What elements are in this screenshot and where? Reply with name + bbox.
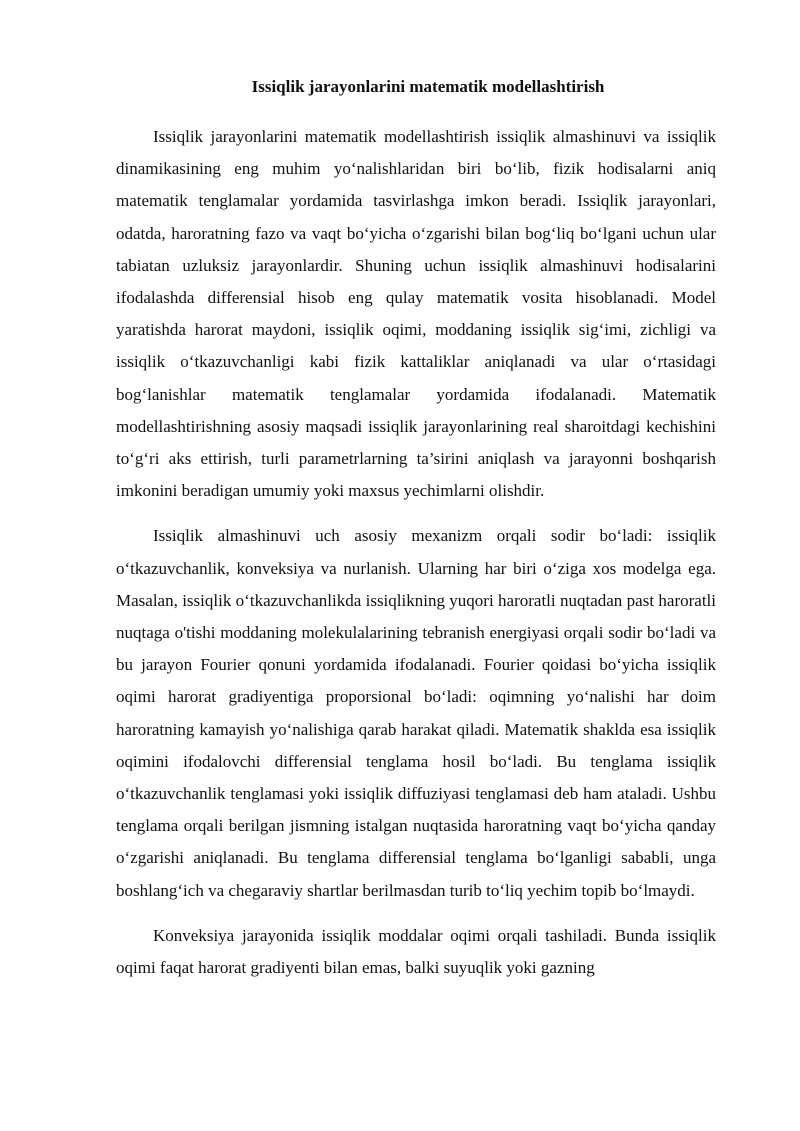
- paragraph-2: Issiqlik almashinuvi uch asosiy mexanizm orqali sodir bo‘ladi: issiqlik o‘tkazuvchanlik, konveksiya va nurlanish. Ularning har biri o‘ziga xos modelga ega. Masalan, issiqlik o‘tkazuvchanlikda issiqlikning yuqori haroratli nuqtadan past haroratli nuqtaga o'tishi moddaning molekulalarining tebranish energiyasi orqali sodir bo‘ladi va bu jarayon Fourier qonuni yordamida ifodalanadi. Fourier qoidasi bo‘yicha issiqlik oqimi harorat gradiyentiga proporsional bo‘ladi: oqimning yo‘nalishi har doim haroratning kamayish yo‘nalishiga qarab harakat qiladi. Matematik shaklda esa issiqlik oqimini ifodalovchi differensial tenglama hosil bo‘ladi. Bu tenglama issiqlik o‘tkazuvchanlik tenglamasi yoki issiqlik diffuziyasi tenglamasi deb ham ataladi. Ushbu tenglama orqali berilgan jismning istalgan nuqtasida haroratning vaqt bo‘yicha qanday o‘zgarishi aniqlanadi. Bu tenglama differensial tenglama bo‘lganligi sababli, unga boshlang‘ich va chegaraviy shartlar berilmasdan turib to‘liq yechim topib bo‘lmaydi.: [116, 526, 716, 900]
- document-title: Issiqlik jarayonlarini matematik modellashtirish: [251, 77, 605, 96]
- paragraph-3: Konveksiya jarayonida issiqlik moddalar oqimi orqali tashiladi. Bunda issiqlik oqimi faqat harorat gradiyenti bilan emas, balki suyuqlik yoki gazning: [116, 925, 716, 978]
- paragraph-1: Issiqlik jarayonlarini matematik modellashtirish issiqlik almashinuvi va issiqlik dinamikasining eng muhim yo‘nalishlaridan biri bo‘lib, fizik hodisalarni aniq matematik tenglamalar yordamida tasvirlashga imkon beradi. Issiqlik jarayonlari, odatda, haroratning fazo va vaqt bo‘yicha o‘zgarishi bilan bog‘liq bo‘lgani uchun ular tabiatan uzluksiz jarayonlardir. Shuning uchun issiqlik almashinuvi hodisalarini ifodalashda differensial hisob eng qulay matematik vosita hisoblanadi. Model yaratishda harorat maydoni, issiqlik oqimi, moddaning issiqlik sig‘imi, zichligi va issiqlik o‘tkazuvchanligi kabi fizik kattaliklar aniqlanadi va ular o‘rtasidagi bog‘lanishlar matematik tenglamalar yordamida ifodalanadi. Matematik modellashtirishning asosiy maqsadi issiqlik jarayonlarining real sharoitdagi kechishini to‘g‘ri aks ettirish, turli parametrlarning ta’sirini aniqlash va jarayonni boshqarish imkonini beradigan umumiy yoki maxsus yechimlarni olishdir.: [116, 127, 716, 501]
- document-body: [116, 121, 716, 984]
